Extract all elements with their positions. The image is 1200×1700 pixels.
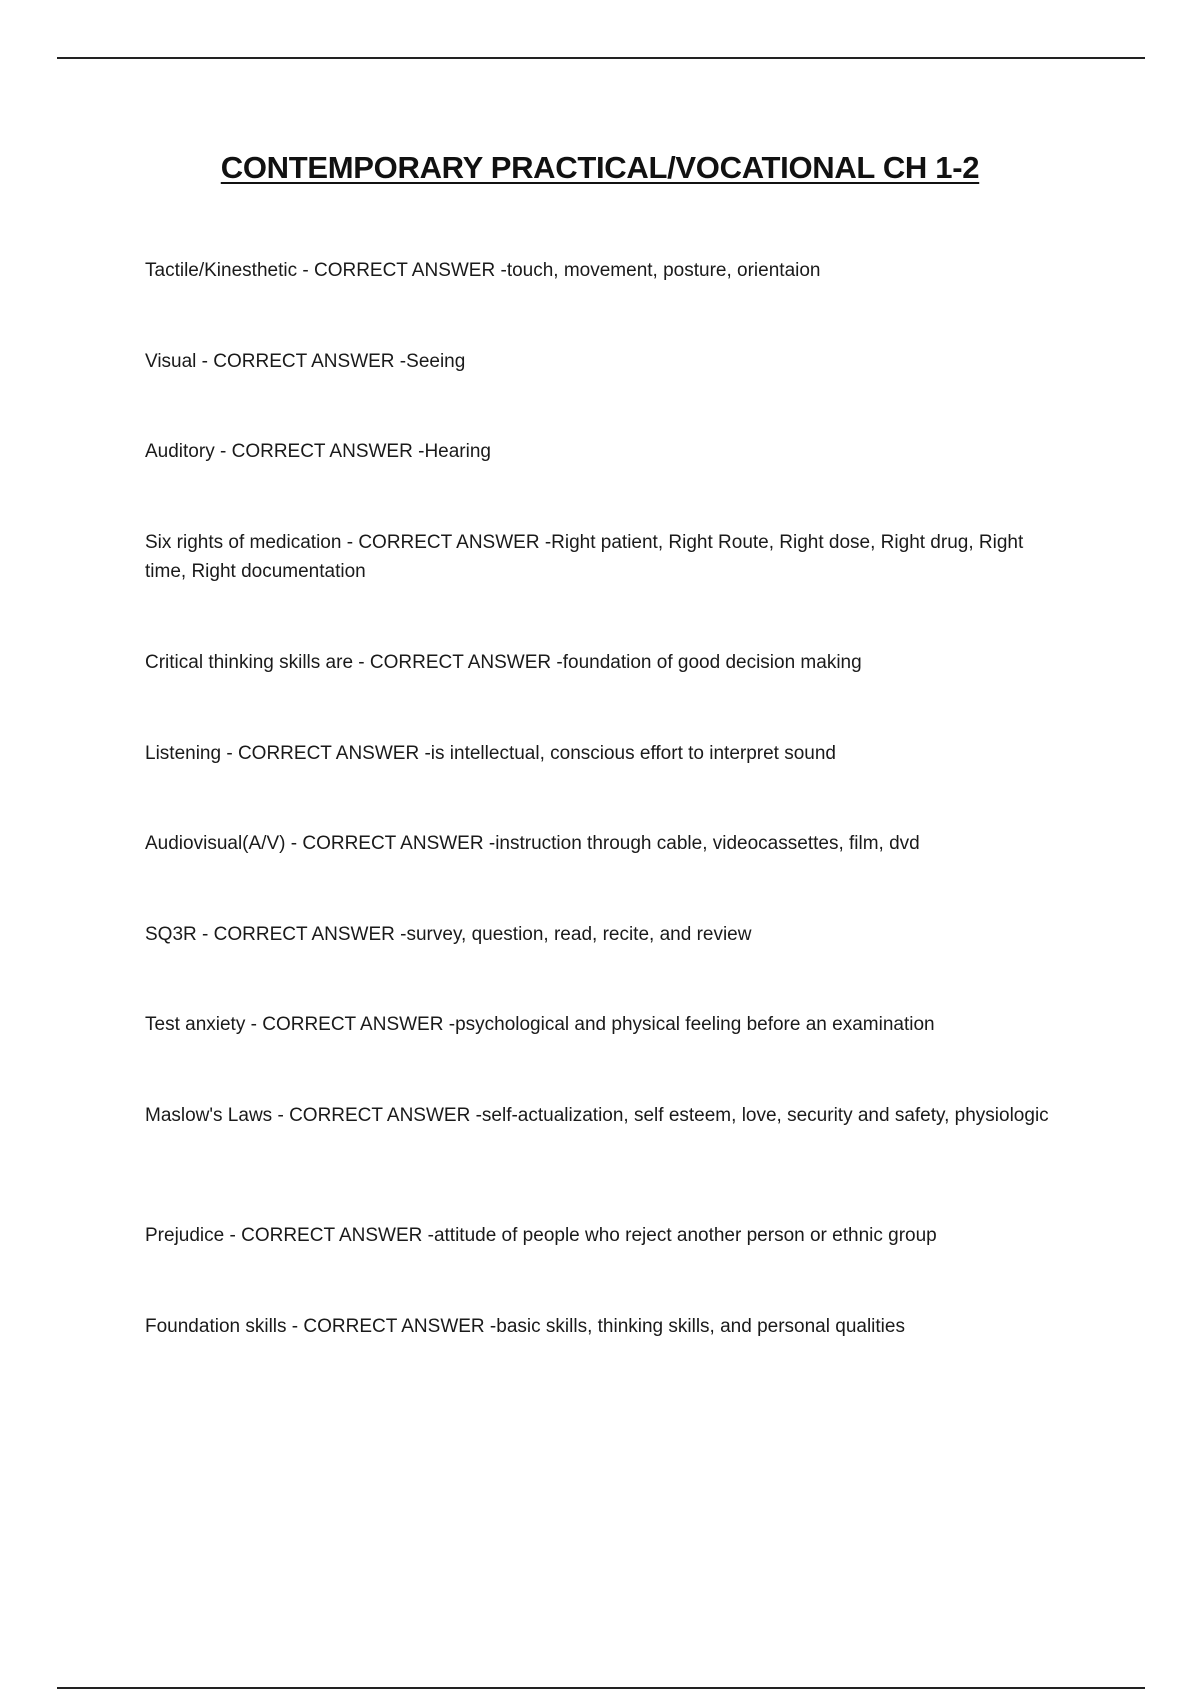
bottom-rule	[57, 1687, 1145, 1689]
qa-item	[145, 256, 1065, 285]
qa-answer-prefix: -	[484, 1316, 497, 1337]
qa-separator: -	[285, 833, 303, 854]
qa-answer-label: CORRECT ANSWER	[313, 260, 496, 281]
qa-term: Prejudice	[145, 1225, 225, 1246]
qa-separator: -	[286, 1316, 304, 1337]
qa-item	[145, 1221, 1065, 1250]
qa-item	[145, 648, 1065, 677]
qa-answer: psychological and physical feeling before an examination	[455, 1014, 935, 1035]
qa-separator: -	[196, 351, 214, 372]
qa-answer-prefix: -	[551, 652, 563, 673]
qa-term: Visual	[145, 351, 197, 372]
qa-answer: instruction through cable, videocassettes, film, dvd	[495, 833, 920, 854]
qa-answer: attitude of people who reject another person or ethnic group	[433, 1225, 937, 1246]
qa-answer-label: CORRECT ANSWER	[237, 743, 420, 764]
qa-separator: -	[196, 924, 214, 945]
qa-answer-label: CORRECT ANSWER	[289, 1105, 471, 1126]
qa-item	[145, 920, 1065, 949]
qa-answer-prefix: -	[394, 924, 407, 945]
document-title-text: CONTEMPORARY PRACTICAL/VOCATIONAL CH 1-2	[220, 150, 980, 185]
qa-answer-label: CORRECT ANSWER	[302, 833, 484, 854]
qa-answer-label: CORRECT ANSWER	[358, 532, 540, 553]
qa-term: Audiovisual(A/V)	[145, 833, 286, 854]
qa-term: Foundation skills	[145, 1316, 287, 1337]
qa-answer: basic skills, thinking skills, and personal qualities	[496, 1316, 905, 1337]
qa-term: Listening	[145, 743, 222, 764]
qa-item	[145, 1101, 1065, 1130]
qa-item	[145, 829, 1065, 858]
qa-answer-prefix: -	[419, 743, 431, 764]
qa-answer: survey, question, read, recite, and review	[406, 924, 752, 945]
qa-answer: Hearing	[424, 441, 491, 462]
qa-term: Test anxiety	[145, 1014, 246, 1035]
qa-term: Tactile/Kinesthetic	[145, 260, 298, 281]
qa-term: Maslow's Laws	[145, 1105, 273, 1126]
qa-answer-prefix: -	[539, 532, 552, 553]
qa-term: Auditory	[145, 441, 215, 462]
qa-term: Six rights of medication	[145, 532, 342, 553]
qa-item	[145, 1010, 1065, 1039]
qa-answer-label: CORRECT ANSWER	[303, 1316, 485, 1337]
qa-answer: Right patient, Right Route, Right dose, Right drug, Right time, Right documentation	[145, 532, 1024, 582]
qa-answer-label: CORRECT ANSWER	[262, 1014, 444, 1035]
qa-answer: Seeing	[406, 351, 466, 372]
qa-separator: -	[221, 743, 238, 764]
qa-answer-prefix: -	[412, 441, 425, 462]
qa-answer-label: CORRECT ANSWER	[241, 1225, 423, 1246]
qa-answer-label: CORRECT ANSWER	[231, 441, 413, 462]
qa-answer-label: CORRECT ANSWER	[369, 652, 552, 673]
qa-answer-label: CORRECT ANSWER	[213, 351, 395, 372]
qa-separator: -	[245, 1014, 263, 1035]
qa-answer-prefix: -	[422, 1225, 434, 1246]
qa-term: SQ3R	[145, 924, 197, 945]
qa-item	[145, 528, 1065, 586]
qa-answer-prefix: -	[470, 1105, 482, 1126]
qa-separator: -	[272, 1105, 290, 1126]
qa-item	[145, 1312, 1065, 1341]
qa-separator: -	[214, 441, 232, 462]
qa-separator: -	[341, 532, 359, 553]
qa-answer-label: CORRECT ANSWER	[213, 924, 395, 945]
qa-separator: -	[224, 1225, 242, 1246]
qa-item	[145, 739, 1065, 768]
qa-item	[145, 437, 1065, 466]
qa-term: Critical thinking skills are	[145, 652, 354, 673]
qa-separator: -	[353, 652, 370, 673]
qa-answer-prefix: -	[394, 351, 407, 372]
qa-answer: touch, movement, posture, orientaion	[506, 260, 821, 281]
qa-answer-prefix: -	[495, 260, 507, 281]
qa-answer-prefix: -	[483, 833, 496, 854]
qa-answer: foundation of good decision making	[562, 652, 862, 673]
qa-answer: self-actualization, self esteem, love, security and safety, physiologic	[481, 1105, 1049, 1126]
qa-answer-prefix: -	[443, 1014, 456, 1035]
qa-answer: is intellectual, conscious effort to interpret sound	[430, 743, 837, 764]
qa-item	[145, 347, 1065, 376]
qa-separator: -	[297, 260, 314, 281]
